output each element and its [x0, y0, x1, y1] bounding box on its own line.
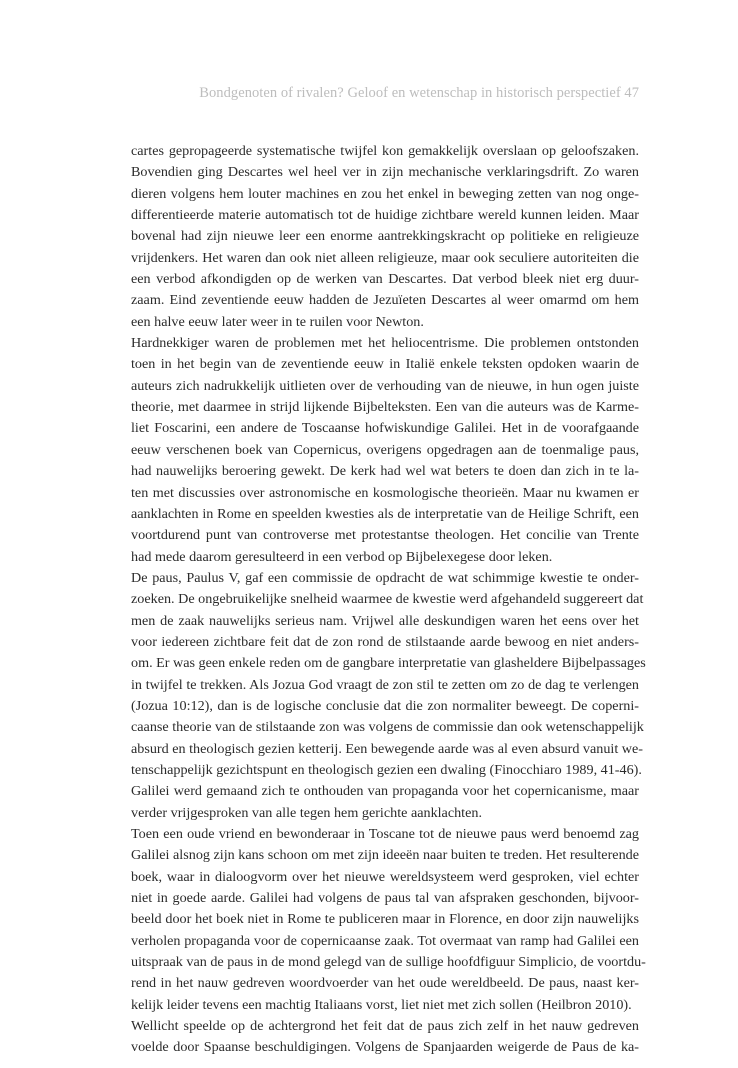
- text-line: (Jozua 10:12), dan is de logische conclusie dat die zon normaliter beweegt. De coperni-: [131, 697, 639, 714]
- text-line: uitspraak van de paus in de mond gelegd van de sullige hoofdfiguur Simplicio, de voortdu-: [131, 954, 646, 971]
- text-line: voelde door Spaanse beschuldigingen. Volgens de Spanjaarden weigerde de Paus de ka-: [131, 1039, 639, 1056]
- text-line: liet Foscarini, een andere de Toscaanse hofwiskundige Galilei. Het in de voorafgaande: [131, 420, 639, 437]
- paragraph: [131, 141, 639, 333]
- text-line: om. Er was geen enkele reden om de gangbare interpretatie van glasheldere Bijbelpassages: [131, 655, 646, 672]
- text-line: Hardnekkiger waren de problemen met het heliocentrisme. Die problemen ontstonden: [131, 335, 639, 352]
- body-text: [131, 141, 646, 1059]
- paragraph: [131, 333, 639, 568]
- text-line: een verbod afkondigden op de werken van Descartes. Dat verbod bleek niet erg duur-: [131, 271, 639, 288]
- text-line: bovenal had zijn nieuwe leer een enorme aantrekkingskracht op politieke en religieuze: [131, 228, 639, 245]
- text-line: zoeken. De ongebruikelijke snelheid waarmee de kwestie werd afgehandeld suggereert dat: [131, 591, 644, 608]
- paragraph: [131, 568, 646, 824]
- paragraph: [131, 824, 646, 1016]
- text-line: Wellicht speelde op de achtergrond het feit dat de paus zich zelf in het nauw gedreven: [131, 1018, 639, 1035]
- text-line: Bovendien ging Descartes wel heel ver in zijn mechanische verklaringsdrift. Zo waren: [131, 164, 639, 181]
- text-line: voortdurend punt van controverse met protestantse theologen. Het concilie van Trente: [131, 527, 639, 544]
- text-line: cartes gepropageerde systematische twijfel kon gemakkelijk overslaan op geloofszaken.: [131, 143, 639, 159]
- text-line: voor iedereen zichtbare feit dat de zon rond de stilstaande aarde bewoog en niet anders-: [131, 633, 639, 650]
- paragraph: [131, 1016, 639, 1059]
- text-line: verder vrijgesproken van alle tegen hem gerichte aanklachten.: [131, 804, 482, 821]
- text-line: verholen propaganda voor de copernicaanse zaak. Tot overmaat van ramp had Galilei een: [131, 932, 639, 949]
- text-line: caanse theorie van de stilstaande zon was volgens de commissie dan ook wetenschappelijk: [131, 719, 644, 736]
- text-line: toen in het begin van de zeventiende eeuw in Italië enkele teksten opdoken waarin de: [131, 356, 639, 373]
- text-line: Toen een oude vriend en bewonderaar in Toscane tot de nieuwe paus werd benoemd zag: [131, 826, 639, 842]
- text-line: had mede daarom geresulteerd in een verbod op Bijbelexegese door leken.: [131, 548, 553, 565]
- text-line: beeld door het boek niet in Rome te publiceren maar in Florence, en door zijn nauwelijks: [131, 911, 639, 928]
- text-line: De paus, Paulus V, gaf een commissie de opdracht de wat schimmige kwestie te onder-: [131, 569, 639, 586]
- text-line: differentieerde materie automatisch tot de huidige zichtbare wereld kunnen leiden. Maar: [131, 207, 639, 224]
- text-line: zaam. Eind zeventiende eeuw hadden de Jezuïeten Descartes al weer omarmd om hem: [131, 292, 639, 309]
- text-line: theorie, met daarmee in strijd lijkende Bijbelteksten. Een van die auteurs was de Karme-: [131, 399, 639, 416]
- text-line: Galilei alsnog zijn kans schoon om met zijn ideeën naar buiten te treden. Het resulterende: [131, 847, 639, 864]
- text-line: had nauwelijks beroering gewekt. De kerk had wel wat beters te doen dan zich in te la-: [131, 463, 639, 480]
- text-line: kelijk leider tevens een machtig Italiaans vorst, liet niet met zich sollen (Heilbron 2010).: [131, 996, 632, 1013]
- text-line: ten met discussies over astronomische en kosmologische theorieën. Maar nu kwamen er: [131, 484, 639, 501]
- text-line: Galilei werd gemaand zich te onthouden van propaganda voor het copernicanisme, maar: [131, 783, 639, 800]
- text-line: niet in goede aarde. Galilei had volgens de paus tal van afspraken geschonden, bijvoor-: [131, 890, 639, 907]
- text-line: tenschappelijk gezichtspunt en theologisch gezien een dwaling (Finocchiaro 1989, 41-46).: [131, 761, 642, 778]
- text-line: dieren volgens hem louter machines en zou het enkel in beweging zetten van nog onge-: [131, 185, 639, 202]
- running-header: Bondgenoten of rivalen? Geloof en wetenschap in historisch perspectief 47: [199, 85, 639, 101]
- text-line: eeuw verschenen boek van Copernicus, overigens opgedragen aan de toenmalige paus,: [131, 441, 639, 458]
- text-line: rend in het nauw gedreven woordvoerder van het oude wereldbeeld. De paus, naast ker-: [131, 975, 639, 992]
- text-line: vrijdenkers. Het waren dan ook niet alleen religieuze, maar ook seculiere autoriteiten die: [131, 249, 639, 266]
- text-line: auteurs zich nadrukkelijk uitlieten over de verhouding van de nieuwe, in hun ogen juiste: [131, 377, 639, 394]
- text-line: een halve eeuw later weer in te ruilen voor Newton.: [131, 313, 424, 330]
- text-line: in twijfel te trekken. Als Jozua God vraagt de zon stil te zetten om zo de dag te verlengen: [131, 676, 639, 693]
- text-line: aanklachten in Rome en speelden kwesties als de interpretatie van de Heilige Schrift, een: [131, 505, 639, 522]
- text-line: absurd en theologisch gezien ketterij. Een bewegende aarde was al even absurd vanuit we-: [131, 740, 643, 757]
- text-line: men de zaak nauwelijks serieus nam. Vrijwel alle deskundigen waren het eens over het: [131, 612, 639, 629]
- text-line: boek, waar in dialoogvorm over het nieuwe wereldsysteem werd gesproken, viel echter: [131, 868, 639, 885]
